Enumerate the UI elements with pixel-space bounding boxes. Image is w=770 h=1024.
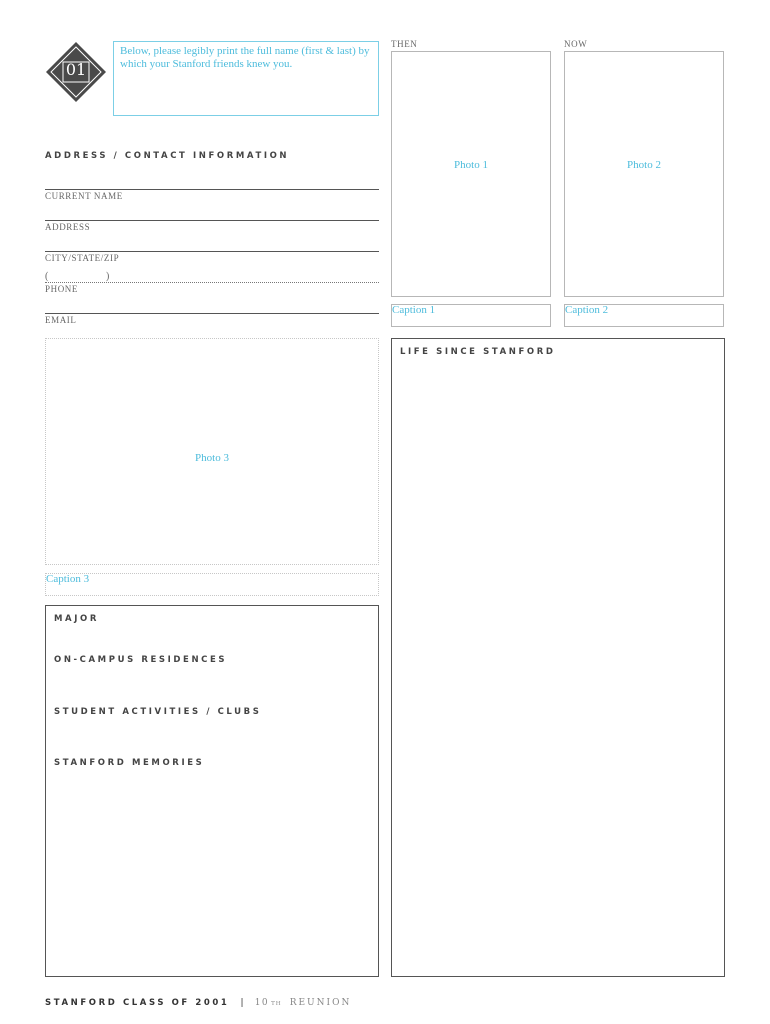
address-line[interactable] [45, 220, 379, 221]
residences-heading: ON-CAMPUS RESIDENCES [54, 655, 228, 665]
footer-class-text: STANFORD CLASS OF 2001 [45, 998, 230, 1008]
photo-3-field[interactable] [45, 338, 379, 565]
name-field[interactable] [113, 41, 379, 116]
now-label: NOW [564, 39, 588, 49]
city-label: CITY/STATE/ZIP [45, 253, 120, 263]
email-line[interactable] [45, 313, 379, 314]
caption-2-label: Caption 2 [565, 304, 609, 316]
details-box[interactable] [45, 605, 379, 977]
photo-1-label: Photo 1 [454, 159, 488, 171]
phone-area-open: ( [45, 271, 49, 282]
footer [45, 990, 351, 1009]
current-name-line[interactable] [45, 189, 379, 190]
phone-label: PHONE [45, 284, 79, 294]
email-label: EMAIL [45, 315, 77, 325]
footer-separator: | [240, 998, 244, 1008]
photo-1-field[interactable] [391, 51, 551, 297]
photo-3-label: Photo 3 [195, 452, 229, 464]
life-since-box[interactable] [391, 338, 725, 977]
footer-ordinal: TH [271, 1001, 282, 1007]
major-heading: MAJOR [54, 614, 99, 624]
caption-2-field[interactable] [564, 304, 724, 327]
memories-heading: STANFORD MEMORIES [54, 758, 205, 768]
caption-1-label: Caption 1 [392, 304, 436, 316]
name-prompt: Below, please legibly print the full name (first & last) by which your Stanford friends knew you. [120, 45, 370, 70]
badge-number: 01 [65, 60, 87, 79]
then-label: THEN [391, 39, 418, 49]
footer-number: 10 [254, 998, 270, 1008]
phone-line[interactable] [45, 282, 379, 283]
footer-reunion: REUNION [289, 998, 352, 1008]
caption-3-label: Caption 3 [46, 573, 90, 585]
section-badge [45, 41, 107, 103]
life-since-heading: LIFE SINCE STANFORD [400, 347, 556, 357]
photo-2-field[interactable] [564, 51, 724, 297]
address-label: ADDRESS [45, 222, 91, 232]
activities-heading: STUDENT ACTIVITIES / CLUBS [54, 707, 262, 717]
caption-1-field[interactable] [391, 304, 551, 327]
phone-area-close: ) [106, 271, 110, 282]
contact-heading: ADDRESS / CONTACT INFORMATION [45, 151, 290, 161]
caption-3-field[interactable] [45, 573, 379, 596]
photo-2-label: Photo 2 [627, 159, 661, 171]
city-line[interactable] [45, 251, 379, 252]
current-name-label: CURRENT NAME [45, 191, 123, 201]
